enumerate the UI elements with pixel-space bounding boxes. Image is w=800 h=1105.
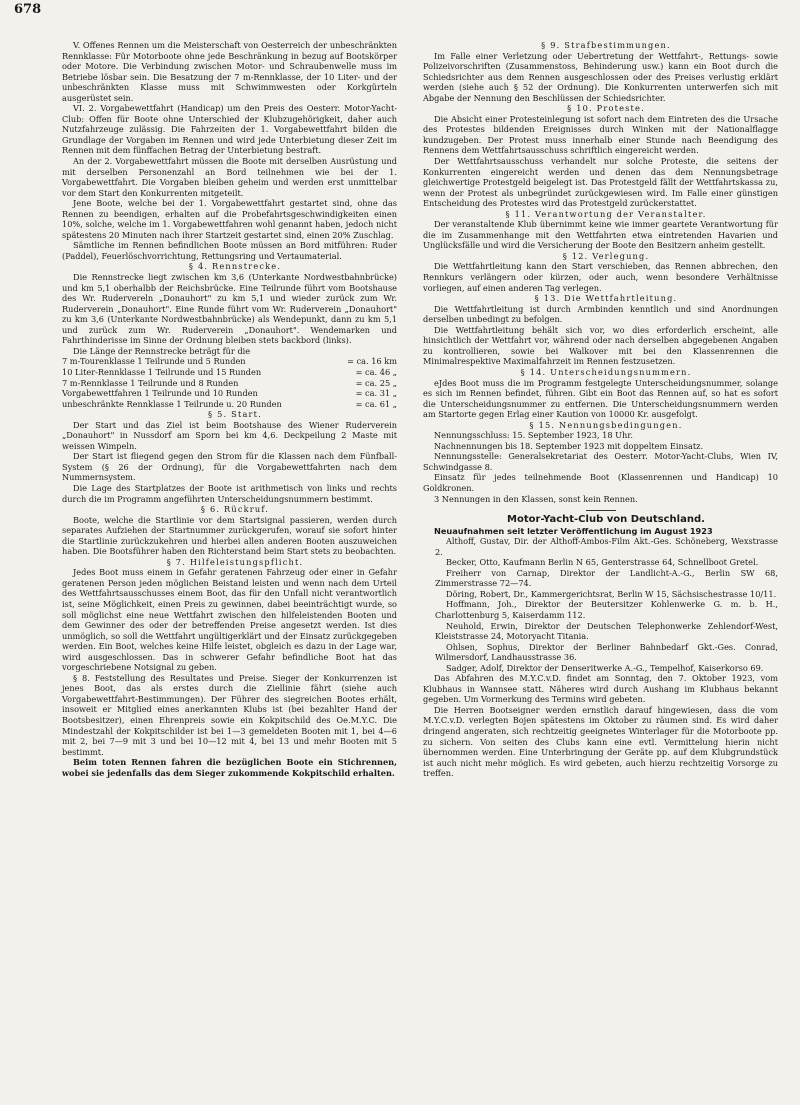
- paragraph: 3 Nennungen in den Klassen, sonst kein Rennen.: [434, 493, 638, 504]
- paragraph: Einsatz für jedes teilnehmende Boot (Klassenrennen und Handicap) 10 Goldkronen.: [423, 472, 778, 493]
- section-heading: § 11. Verantwortung der Veranstalter.: [505, 208, 707, 219]
- list-item: Ohlsen, Sophus, Direktor der Berliner Bahnbedarf Gkt.-Ges. Conrad, Wilmersdorf, Landhausstrasse 36.: [435, 641, 778, 663]
- paragraph: Der Start ist fliegend gegen den Strom für die Klassen nach dem Fünfball-System (§ 26 der Ordnung), für die Vorgabewettfahrten nach dem Nummernsystem.: [62, 451, 397, 483]
- paragraph: Die Länge der Rennstrecke beträgt für die: [73, 345, 251, 356]
- table-row: [62, 399, 397, 410]
- page-number: 678: [14, 2, 42, 17]
- section-heading: § 7. Hilfeleistungspflicht.: [166, 556, 304, 567]
- paragraph: Im Falle einer Verletzung oder Uebertretung der Wettfahrt-, Rettungs- sowie Polizeivorschriften (Zusammenstoss, Behinderung usw.) kann ein Boot durch die Schiedsrichter aus dem Rennen ausgeschlossen oder des Preises verlustig erklärt werden (siehe auch § 52 der Ordnung). Die Konkurrenten unterwerfen sich mit Abgabe der Nennung den Beschlüssen der Schiedsrichter.: [423, 50, 778, 103]
- divider: [586, 510, 616, 511]
- paragraph: Die Herren Bootseigner werden ernstlich darauf hingewiesen, dass die vom M.Y.C.v.D. verlegten Bojen spätestens im Oktober zu räumen sind. Es wird daher dringend angeraten, sich rechtzeitig geeignetes Winterlager für die Motorboote pp. zu sichern. Von seiten des Clubs kann eine evtl. Vermittelung hierin nicht übernommen werden. Eine Unterbringung der Geräte pp. auf dem Klubgrundstück ist auch nicht mehr möglich. Es wird gebeten, auch hierzu rechtzeitig Vorsorge zu treffen.: [423, 704, 778, 779]
- section-heading: § 13. Die Wettfahrtleitung.: [534, 293, 678, 304]
- course-length-table: [62, 356, 397, 409]
- table-cell: 7 m-Rennklasse 1 Teilrunde und 8 Runden: [62, 377, 239, 388]
- list-item: Freiherr von Carnap, Direktor der Landlicht-A.-G., Berlin SW 68, Zimmerstrasse 72—74.: [435, 567, 778, 589]
- right-column: [423, 40, 778, 779]
- sub-heading: Neuaufnahmen seit letzter Veröffentlichung im August 1923: [434, 525, 713, 536]
- paragraph: Der veranstaltende Klub übernimmt keine wie immer geartete Verantwortung für die im Zusammenhange mit den Wettfahrten etwa eintretenden Havarien und Unglücksfälle und wird die Versicherung der Boote den Besitzern anheim gestellt.: [423, 219, 778, 251]
- table-cell: = ca. 16 km: [347, 356, 397, 367]
- paragraph: Das Abfahren des M.Y.C.v.D. findet am Sonntag, den 7. Oktober 1923, vom Klubhaus in Wannsee statt. Näheres wird durch Aushang im Klubhaus bekannt gegeben. Um Vormerkung des Termins wird gebeten.: [423, 673, 778, 705]
- paragraph: Der Wettfahrtsausschuss verhandelt nur solche Proteste, die seitens der Konkurrenten eingereicht werden und denen das dem Nennungsbetrage gleichwertige Protestgeld beigelegt ist. Das Protestgeld fällt der Wettfahrtskassa zu, wenn der Protest als unbegründet zurückgewiesen wird. Im Falle einer günstigen Entscheidung des Protestes wird das Protestgeld zurückerstattet.: [423, 156, 778, 209]
- table-row: [62, 356, 397, 367]
- table-cell: = ca. 31 „: [355, 388, 397, 399]
- paragraph: Die Rennstrecke liegt zwischen km 3,6 (Unterkante Nordwestbahnbrücke) und km 5,1 oberhalbb der Reichsbrücke. Eine Teilrunde führt vom Bootshause des Wr. Rudervereln „Donauhort" zu km 5,1 und wieder zurück zum Wr. Ruderverein „Donauhort". Eine Runde führt vom Wr. Ruderverein „Donauhort" zu km 3,6 (Unterkante Nordwestbahnbrücke) als Wendepunkt, dann zu km 5,1 und zurück zum Wr. Ruderverein „Donauhort". Wendemarken und Fahrthinderisse im Sinne der Ordnung bleiben stets backbord (links).: [62, 272, 397, 346]
- paragraph: Nachnennungen bis 18. September 1923 mit doppeltem Einsatz.: [434, 440, 704, 451]
- section-heading: § 12. Verlegung.: [562, 250, 650, 261]
- section-heading: § 10. Proteste.: [567, 103, 645, 114]
- paragraph: Sämtliche im Rennen befindlichen Boote müssen an Bord mitführen: Ruder (Paddel), Feuerlöschvorrichtung, Rettungsring und Vertaumaterial.: [62, 240, 397, 261]
- table-row: [62, 388, 397, 399]
- table-cell: = ca. 61 „: [355, 398, 397, 409]
- list-item: Döring, Robert, Dr., Kammergerichtsrat, Berlin W 15, Sächsischestrasse 10/11.: [446, 588, 777, 599]
- paragraph: Der Start und das Ziel ist beim Bootshause des Wiener Ruderverein „Donauhort" in Nussdorf am Sporn bei km 4,6. Deckpeilung 2 Maste mit weissen Wimpeln.: [62, 419, 397, 451]
- table-row: [62, 378, 397, 389]
- club-heading: Motor-Yacht-Club von Deutschland.: [507, 514, 705, 526]
- paragraph: Die Wettfahrtleitung kann den Start verschieben, das Rennen abbrechen, den Rennkurs verlängern oder kürzen, oder auch, wenn besondere Verhältnisse vorliegen, auf einen anderen Tag verlegen.: [423, 261, 778, 293]
- paragraph: Die Wettfahrtleitung behält sich vor, wo dies erforderlich erscheint, alle hinsichtlich der Wettfahrt vor, während oder nach derselben abgegebenen Angaben zu kontrollieren, sowie bei Walkover mit bei den Klassenrennen die Minimalrespektive Maximalfahrzeit im Rennen festzusetzen.: [423, 324, 778, 367]
- section-heading: § 15. Nennungsbedingungen.: [529, 419, 683, 430]
- paragraph: Jedes Boot muss einem in Gefahr geratenen Fahrzeug oder einer in Gefahr geratenen Person jeden möglichen Beistand leisten und wenn nach dem Urteil des Wettfahrtsausschusses einem Boot, das für den Unfall nicht verantwortlich ist, seine Möglichkeit, einen Preis zu gewinnen, dabei beeinträchtigt wurde, so soll möglichst eine neue Wettfahrt zwischen den hilfeleistenden Booten und dem Gewinner des oder der betreffenden Preise angesetzt werden. Ist dies unmöglich, so soll die Wettfahrt ungültigerklärt und der Einsatz zurückgegeben werden. Ein Boot, welches keine Hilfe leistet, obgleich es dazu in der Lage war, wird ausgeschlossen. Das in schwerer Gefahr befindliche Boot hat das vorgeschriebene Notsignal zu geben.: [62, 567, 397, 673]
- list-item: Althoff, Gustav, Dir. der Althoff-Ambos-Film Akt.-Ges. Schöneberg, Wexstrasse 2.: [435, 536, 778, 557]
- list-item: Hoffmann, Joh., Direktor der Beutersitzer Kohlenwerke G. m. b. H., Charlottenburg 5, Kaiserdamm 112.: [435, 599, 778, 620]
- list-item: Becker, Otto, Kaufmann Berlin N 65, Genterstrasse 64, Schnellboot Gretel.: [446, 557, 759, 568]
- table-cell: unbeschränkte Rennklasse 1 Teilrunde u. 20 Runden: [62, 398, 282, 409]
- paragraph: Jene Boote, welche bei der 1. Vorgabewettfahrt gestartet sind, ohne das Rennen zu beendigen, erhalten auf die Probefahrtsgeschwindigkeiten einen 10%, solche, welche im 1. Vorgabewettfahren wohl genannt haben, jedoch nicht spätestens 20 Minuten nach ihrer Startzeit gestartet sind, einen 20% Zuschlag.: [62, 198, 397, 240]
- table-cell: 10 Liter-Rennklasse 1 Teilrunde und 15 Runden: [62, 366, 262, 377]
- paragraph: Die Lage des Startplatzes der Boote ist arithmetisch von links und rechts durch die im Programm angeführten Unterscheidungsnummern bestimmt.: [62, 482, 397, 504]
- section-heading: § 4. Rennstrecke.: [188, 261, 282, 272]
- list-item: Neuhold, Erwin, Direktor der Deutschen Telephonwerke Zehlendorf-West, Kleiststrasse 24, Motoryacht Titania.: [435, 620, 778, 642]
- paragraph: § 8. Feststellung des Resultates und Preise. Sieger der Konkurrenzen ist jenes Boot, das als erstes durch die Ziellinie fährt (siehe auch Vorgabewettfahrt-Bestimmungen). Der Führer des siegreichen Bootes erhält, insoweit er Mitglied eines anerkannten Klubs ist (bei bezahlter Hand der Bootsbesitzer), einen Ehrenpreis sowie ein Kokpitschild des Oe.M.Y.C. Die Mindestzahl der Kokpitschilder ist bei 1—3 gemeldeten Booten mit 1, bei 4—6 mit 2, bei 7—9 mit 3 und bei 10—12 mit 4, bei 13 und mehr Booten mit 5 bestimmt.: [62, 672, 397, 757]
- table-cell: = ca. 46 „: [355, 366, 397, 377]
- section-heading: § 9. Strafbestimmungen.: [541, 40, 671, 50]
- table-row: [62, 367, 397, 378]
- table-cell: Vorgabewettfahren 1 Teilrunde und 10 Runden: [62, 388, 258, 399]
- table-cell: = ca. 25 „: [355, 377, 397, 388]
- list-item: Sadger, Adolf, Direktor der Denseritwerke A.-G., Tempelhof, Kaiserkorso 69.: [446, 662, 764, 673]
- paragraph: VI. 2. Vorgabewettfahrt (Handicap) um den Preis des Oesterr. Motor-Yacht-Club: Offen für Boote ohne Unterschied der Klubzugehörigkeit, daher auch Nutzfahrzeuge zulässig. Die Fahrzeiten der 1. Vorgabewettfahrt bilden die Grundlage der Vorgaben im Rennen und wird jede Unterbietung dieser Zeit im Rennen mit dem fünffachen Betrag der Unterbietung bestraft.: [62, 103, 397, 156]
- section-heading: § 6. Rückruf.: [200, 504, 270, 515]
- paragraph: Nennungsstelle: Generalsekretariat des Oesterr. Motor-Yacht-Clubs, Wien IV, Schwindgasse 8.: [423, 451, 778, 472]
- paragraph: V. Offenes Rennen um die Meisterschaft von Oesterreich der unbeschränkten Rennklasse: Für Motorboote ohne jede Beschränkung in bezug auf Bootskörper oder Motore. Die Verbindung zwischen Motor- und Schraubenwelle muss im Betriebe lösbar sein. Die Besatzung der 7 m-Rennklasse, der 10 Liter- und der unbeschränkten Klasse muss mit Schwimmwesten oder Korkgürteln ausgerüstet sein.: [62, 40, 397, 103]
- section-heading: § 5. Start.: [208, 409, 262, 420]
- paragraph: Die Wettfahrtleitung ist durch Armbinden kenntlich und sind Anordnungen derselben unbedingt zu befolgen.: [423, 303, 778, 325]
- paragraph: Beim toten Rennen fahren die bezüglichen Boote ein Stichrennen, wobei sie jedenfalls das dem Sieger zukommende Kokpitschild erhalten.: [62, 757, 397, 778]
- paragraph: Die Absicht einer Protesteinlegung ist sofort nach dem Eintreten des die Ursache des Protestes bildenden Ereignisses durch Winken mit der Nationalflagge kundzugeben. Der Protest muss innerhalb einer Stunde nach Beendigung des Rennens dem Wettfahrtsausschuss schriftlich eingereicht werden.: [423, 113, 778, 156]
- section-heading: § 14. Unterscheidungsnummern.: [520, 366, 692, 377]
- table-cell: 7 m-Tourenklasse 1 Teilrunde und 5 Runden: [62, 356, 246, 367]
- left-column: [62, 40, 397, 778]
- paragraph: eJdes Boot muss die im Programm festgelegte Unterscheidungsnummer, solange es sich im Rennen befindet, führen. Gibt ein Boot das Rennen auf, so hat es sofort die Unterscheidungsnummer zu entfernen. Die Unterscheidungsnummern werden am Startorte gegen Erlag einer Kaution von 10000 Kr. ausgefolgt.: [423, 377, 778, 420]
- paragraph: Boote, welche die Startlinie vor dem Startsignal passieren, werden durch separates Aufziehen der Startnummer zurückgerufen, worauf sie sofort hinter die Startlinie zurückzukehren und hierbei allen anderen Booten auszuweichen haben. Die Bootsführer haben den Richterstand beim Start stets zu beobachten.: [62, 514, 397, 557]
- paragraph: Nennungsschluss: 15. September 1923, 18 Uhr.: [434, 430, 633, 441]
- paragraph: An der 2. Vorgabewettfahrt müssen die Boote mit derselben Ausrüstung und mit derselben Personenzahl an Bord teilnehmen wie bei der 1. Vorgabewettfahrt. Die Vorgaben bleiben geheim und werden erst unmittelbar vor dem Start den Konkurrenten mitgeteilt.: [62, 156, 397, 198]
